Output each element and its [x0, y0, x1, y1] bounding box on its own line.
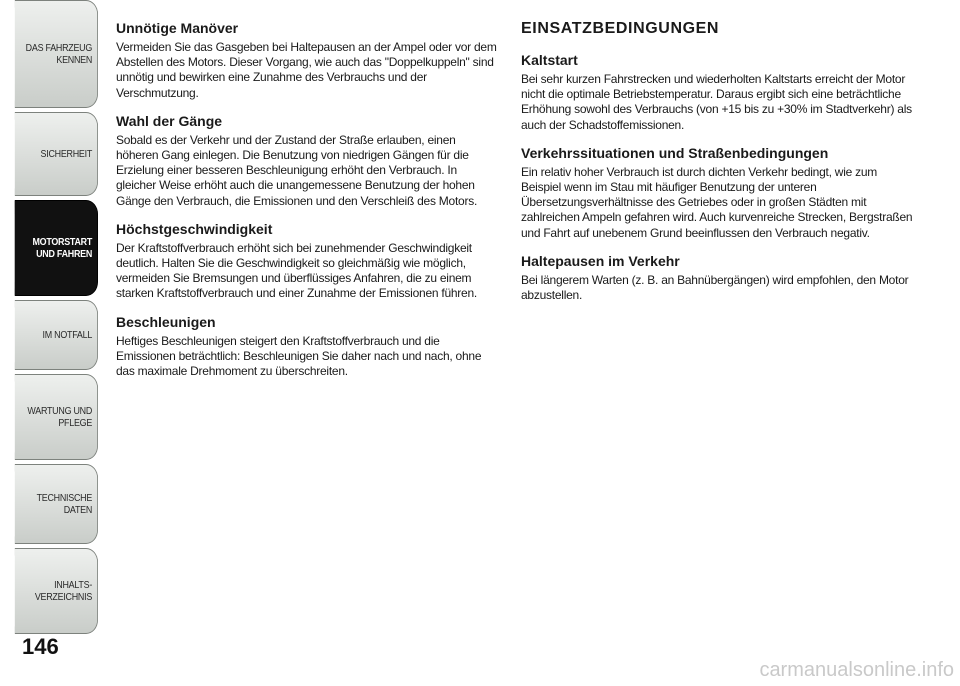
left-column — [116, 20, 499, 391]
paragraph-haltepausen: Bei längerem Warten (z. B. an Bahnübergängen) wird empfohlen, den Motor abzustellen. — [521, 272, 909, 303]
tab-sicherheit[interactable] — [15, 112, 98, 196]
heading-unnoetige-manoever: Unnötige Manöver — [116, 20, 239, 36]
paragraph-hoechstgeschwindigkeit: Der Kraftstoffverbrauch erhöht sich bei zunehmender Geschwindigkeit deutlich. Halten Sie die Geschwindigkeit so gleichmäßig wie möglich, vermeiden Sie Bremsungen und überflüssiges Anfahren, die zu einem starken Kraftstoffverbrauch und einer Zunahme der Emissionen führen. — [116, 240, 477, 301]
tab-das-fahrzeug-kennen[interactable] — [15, 0, 98, 108]
tab-label: INHALTS- VERZEICHNIS — [34, 579, 93, 603]
tab-technische-daten[interactable] — [15, 464, 98, 544]
heading-wahl-der-gaenge: Wahl der Gänge — [116, 112, 223, 129]
watermark-text: carmanualsonline.info — [759, 659, 954, 681]
paragraph-verkehrssituationen: Ein relativ hoher Verbrauch ist durch dichten Verkehr bedingt, wie zum Beispiel wenn im Stau mit häufiger Benutzung der unteren Übersetzungsverhältnisse des Getriebes oder in großen Städten mit zahlreichen Ampeln gefahren wird. Auch kurvenreiche Strecken, Bergstraßen und Fahrt auf unebenem Grund beeinflussen den Verbrauch negativ. — [521, 164, 913, 240]
page-number: 146 — [22, 634, 59, 659]
tab-label: DAS FAHRZEUG KENNEN — [25, 42, 93, 66]
paragraph-unnoetige-manoever: Vermeiden Sie das Gasgeben bei Haltepausen an der Ampel oder vor dem Abstellen des Motors. Dieser Vorgang, wie auch das "Doppelkuppeln" sind unnötig und bewirken eine Zunahme des Verbrauchs und der Verschmutzung. — [116, 40, 497, 100]
section-title: EINSATZBEDINGUNGEN — [521, 20, 720, 37]
tab-inhaltsverzeichnis[interactable] — [15, 548, 98, 634]
chapter-tabs — [0, 0, 100, 640]
tab-label: SICHERHEIT — [40, 148, 93, 160]
heading-hoechstgeschwindigkeit: Höchstgeschwindigkeit — [116, 220, 273, 237]
heading-kaltstart: Kaltstart — [521, 52, 578, 68]
heading-beschleunigen: Beschleunigen — [116, 313, 216, 330]
right-column — [521, 20, 916, 315]
tab-label: TECHNISCHE DATEN — [36, 492, 93, 516]
paragraph-wahl-der-gaenge: Sobald es der Verkehr und der Zustand der Straße erlauben, einen höheren Gang einlegen. Die Benutzung von niedrigen Gängen für die Erzielung einer besseren Beschleunigung erhöht den Verbrauch. In gleicher Weise erhöht auch die unangemessene Benutzung der hohen Gänge den Verbrauch, die Emissionen und den Verschleiß des Motors. — [116, 132, 478, 208]
heading-verkehrssituationen: Verkehrssituationen und Straßenbedingungen — [521, 144, 829, 161]
tab-im-notfall[interactable] — [15, 300, 98, 370]
tab-label: IM NOTFALL — [42, 329, 93, 341]
tab-wartung-und-pflege[interactable] — [15, 374, 98, 460]
paragraph-kaltstart: Bei sehr kurzen Fahrstrecken und wiederholten Kaltstarts erreicht der Motor nicht die optimale Betriebstemperatur. Daraus ergibt sich eine beträchtliche Erhöhung sowohl des Verbrauchs (von +15 bis zu +30% im Stadtverkehr) als auch der Schadstoffemissionen. — [521, 72, 912, 132]
tab-label: MOTORSTART UND FAHREN — [32, 236, 93, 260]
paragraph-beschleunigen: Heftiges Beschleunigen steigert den Kraftstoffverbrauch und die Emissionen beträchtlich: Beschleunigen Sie daher nach und nach, ohne das maximale Drehmoment zu überschreiten. — [116, 333, 482, 379]
heading-haltepausen: Haltepausen im Verkehr — [521, 252, 680, 269]
tab-label: WARTUNG UND PFLEGE — [27, 405, 93, 429]
tab-motorstart-und-fahren[interactable] — [15, 200, 98, 296]
